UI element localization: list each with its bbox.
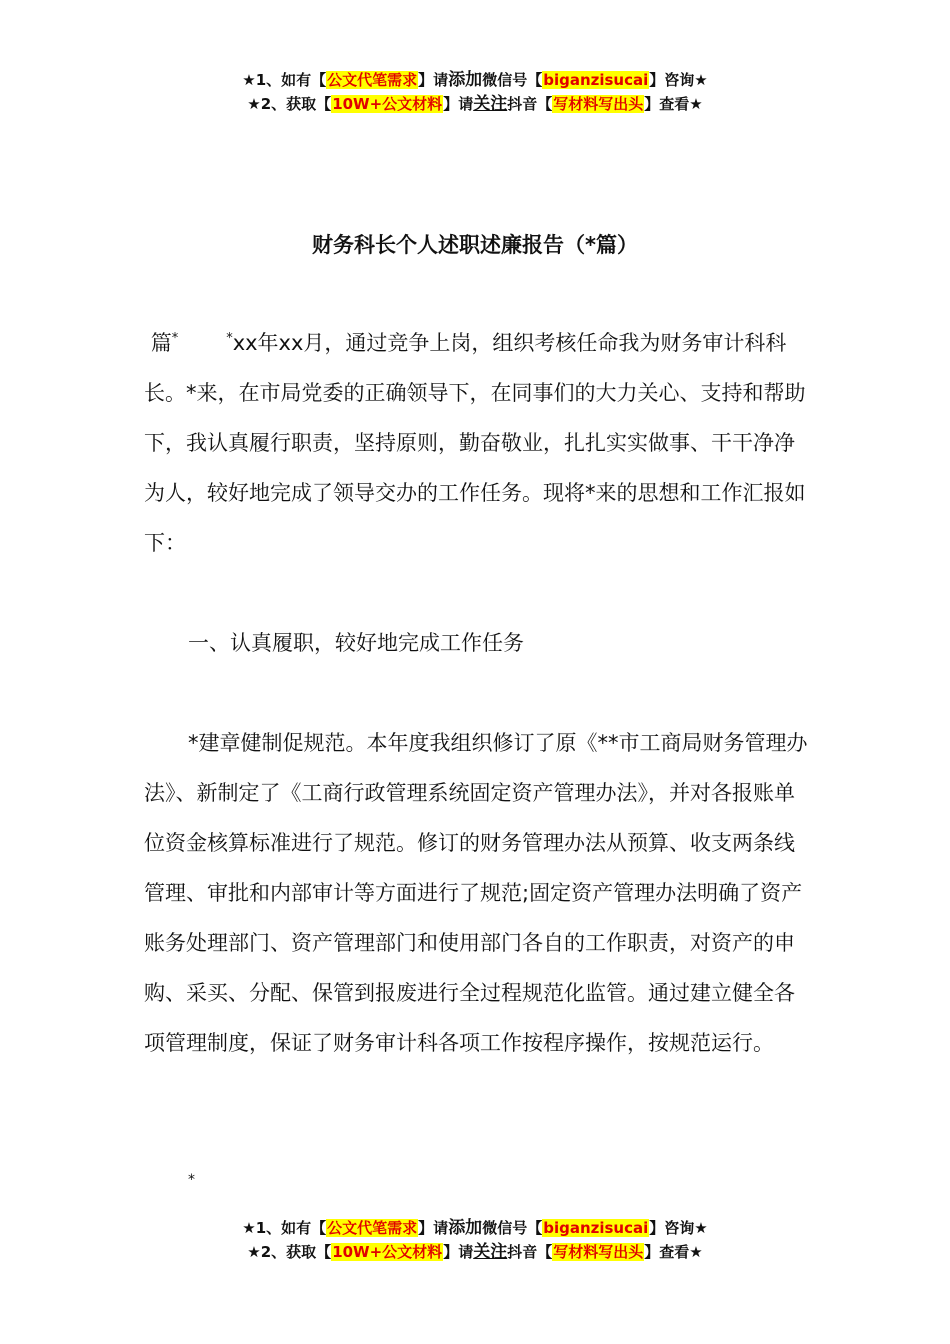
footer-line-1-middle: 】请 (418, 1219, 449, 1237)
intro-text: xx年xx月，通过竞争上岗，组织考核任命我为财务审计科科长。*来，在市局党委的正确领导下，在同事们的大力关心、支持和帮助下，我认真履行职责，坚持原则，勤奋敬业，扎扎实实做事、干干净净为人，较好地完成了领导交办的工作任务。现将*来的思想和工作汇报如下： (144, 331, 806, 555)
header-line-1 (0, 68, 950, 92)
footer-line-2-middle: 】请 (443, 1243, 474, 1261)
header-line-2-middle: 】请 (443, 95, 474, 113)
footer-line-1-emph: 添加 (448, 1218, 483, 1238)
footer-line-1-prefix: ★1、如有【 (242, 1219, 327, 1237)
footer-line-2-highlight-douyin: 写材料写出头 (553, 1243, 644, 1261)
header-line-2-highlight-douyin: 写材料写出头 (553, 95, 644, 113)
header-line-1-highlight-wechat: biganzisucai (543, 71, 649, 89)
header-line-1-highlight-service: 公文代笔需求 (327, 71, 418, 89)
paragraph-regulations (144, 718, 814, 1068)
intro-lead: 篇 (150, 331, 172, 355)
regulations-text: *建章健制促规范。本年度我组织修订了原《**市工商局财务管理办法》、新制定了《工商行政管理系统固定资产管理办法》，并对各报账单位资金核算标准进行了规范。修订的财务管理办法从预算、收支两条线管理、审批和内部审计等方面进行了规范;固定资产管理办法明确了资产账务处理部门、资产管理部门和使用部门各自的工作职责，对资产的申购、采买、分配、保管到报废进行全过程规范化监管。通过建立健全各项管理制度，保证了财务审计科各项工作按程序操作，按规范运行。 (144, 731, 808, 1055)
footer-line-1 (0, 1216, 950, 1240)
header-line-2 (0, 92, 950, 116)
header-line-2-prefix: ★2、获取【 (247, 95, 332, 113)
header-line-2-highlight-materials: 10W+公文材料 (332, 95, 443, 113)
footer-line-2-suffix: 】查看★ (644, 1243, 703, 1261)
header-line-1-middle2: 微信号【 (482, 71, 543, 89)
footer-line-1-highlight-wechat: biganzisucai (543, 1219, 649, 1237)
header-line-2-middle2: 抖音【 (507, 95, 553, 113)
footer-line-2 (0, 1240, 950, 1264)
section-heading-1: 一、认真履职，较好地完成工作任务 (188, 631, 524, 655)
footer-line-2-middle2: 抖音【 (507, 1243, 553, 1261)
footer-line-2-highlight-materials: 10W+公文材料 (332, 1243, 443, 1261)
footer-line-1-suffix: 】咨询★ (649, 1219, 708, 1237)
document-title: 财务科长个人述职述廉报告（*篇） (312, 233, 638, 257)
paragraph-intro (144, 318, 814, 568)
header-line-1-emph: 添加 (448, 70, 483, 90)
footer-line-1-highlight-service: 公文代笔需求 (327, 1219, 418, 1237)
stray-asterisk: * (188, 1172, 195, 1188)
header-line-1-suffix: 】咨询★ (649, 71, 708, 89)
intro-star: * (171, 331, 179, 346)
header-line-1-middle: 】请 (418, 71, 449, 89)
header-line-1-prefix: ★1、如有【 (242, 71, 327, 89)
footer-line-2-prefix: ★2、获取【 (247, 1243, 332, 1261)
footer-banner (0, 1216, 950, 1264)
footer-line-1-middle2: 微信号【 (482, 1219, 543, 1237)
footer-line-2-emph: 关注 (473, 1242, 508, 1262)
header-line-2-suffix: 】查看★ (644, 95, 703, 113)
intro-star-2: * (226, 331, 233, 346)
header-banner (0, 68, 950, 116)
header-line-2-emph: 关注 (473, 94, 508, 114)
